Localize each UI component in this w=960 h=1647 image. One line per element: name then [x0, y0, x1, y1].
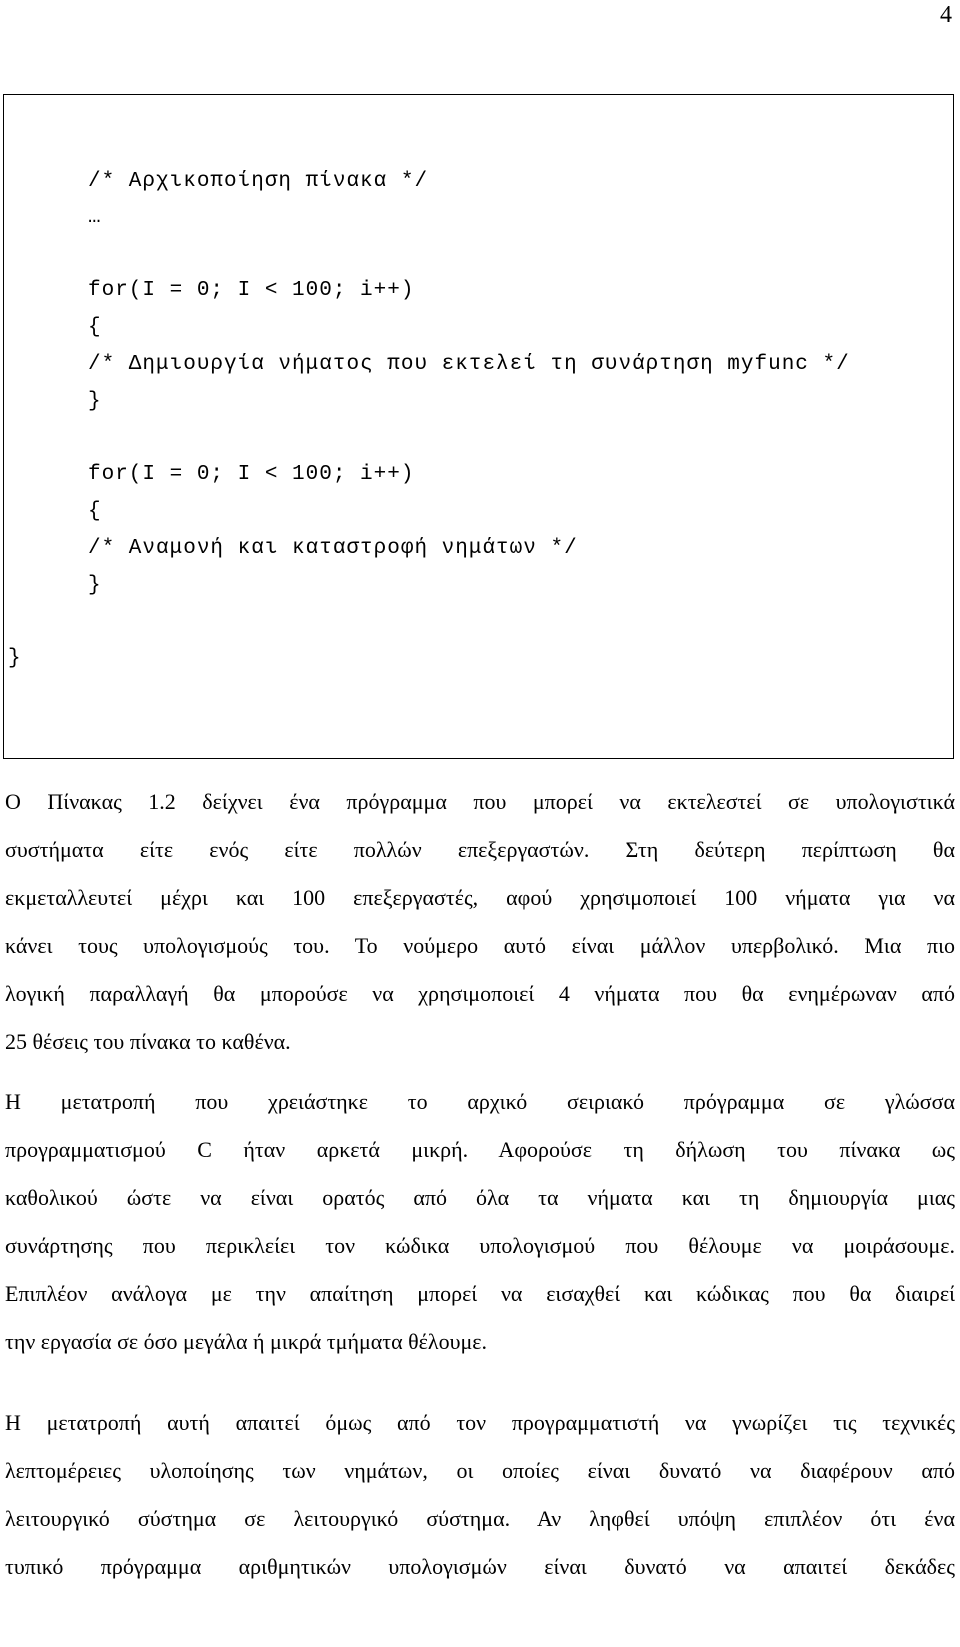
text-line: κάνει τους υπολογισμούς του. Το νούμερο αυτό είναι μάλλον υπερβολικό. Μια πιο — [5, 933, 955, 958]
text-line: 25 θέσεις του πίνακα το καθένα. — [5, 1029, 291, 1054]
code-open-brace: { — [88, 316, 102, 339]
code-listing-box — [3, 94, 954, 759]
paragraph-conversion-effort — [5, 1078, 955, 1366]
code-for-loop-join: for(I = 0; I < 100; i++) — [88, 463, 415, 486]
code-comment-join-threads: /* Αναμονή και καταστροφή νημάτων */ — [88, 537, 578, 560]
text-line: λογική παραλλαγή θα μπορούσε να χρησιμοποιεί 4 νήματα που θα ενημέρωναν από — [5, 981, 955, 1006]
text-line: προγραμματισμού C ήταν αρκετά μικρή. Αφορούσε τη δήλωση του πίνακα ως — [5, 1137, 955, 1162]
text-line: συστήματα είτε ενός είτε πολλών επεξεργαστών. Στη δεύτερη περίπτωση θα — [5, 837, 955, 862]
paragraph-program-description — [5, 778, 955, 1066]
text-line: λειτουργικό σύστημα σε λειτουργικό σύστημα. Αν ληφθεί υπόψη επιπλέον ότι ένα — [5, 1506, 955, 1531]
text-line: Η μετατροπή που χρειάστηκε το αρχικό σειριακό πρόγραμμα σε γλώσσα — [5, 1089, 955, 1114]
text-line: Επιπλέον ανάλογα με την απαίτηση μπορεί να εισαχθεί και κώδικας που θα διαιρεί — [5, 1281, 955, 1306]
text-line: καθολικού ώστε να είναι ορατός από όλα τα νήματα και τη δημιουργία μιας — [5, 1185, 955, 1210]
paragraph-technical-details — [5, 1399, 955, 1591]
text-line: λεπτομέρειες υλοποίησης των νημάτων, οι οποίες είναι δυνατό να διαφέρουν από — [5, 1458, 955, 1483]
code-close-brace: } — [88, 390, 102, 413]
text-line: Η μετατροπή αυτή απαιτεί όμως από τον προγραμματιστή να γνωρίζει τις τεχνικές — [5, 1410, 955, 1435]
code-final-close-brace: } — [8, 647, 22, 670]
text-line: Ο Πίνακας 1.2 δείχνει ένα πρόγραμμα που μπορεί να εκτελεστεί σε υπολογιστικά — [5, 789, 955, 814]
text-line: συνάρτησης που περικλείει τον κώδικα υπολογισμού που θέλουμε να μοιράσουμε. — [5, 1233, 955, 1258]
code-open-brace: { — [88, 500, 102, 523]
code-for-loop-create: for(I = 0; I < 100; i++) — [88, 279, 415, 302]
text-line: τυπικό πρόγραμμα αριθμητικών υπολογισμών είναι δυνατό να απαιτεί δεκάδες — [5, 1554, 955, 1579]
text-line: την εργασία σε όσο μεγάλα ή μικρά τμήματα θέλουμε. — [5, 1329, 488, 1354]
code-comment-init: /* Αρχικοποίηση πίνακα */ — [88, 170, 429, 193]
text-line: εκμεταλλευτεί μέχρι και 100 επεξεργαστές, αφού χρησιμοποιεί 100 νήματα για να — [5, 885, 955, 910]
code-ellipsis: … — [88, 206, 102, 229]
page-number: 4 — [940, 2, 952, 28]
code-close-brace: } — [88, 574, 102, 597]
code-comment-create-thread: /* Δημιουργία νήματος που εκτελεί τη συνάρτηση myfunc */ — [88, 353, 850, 376]
